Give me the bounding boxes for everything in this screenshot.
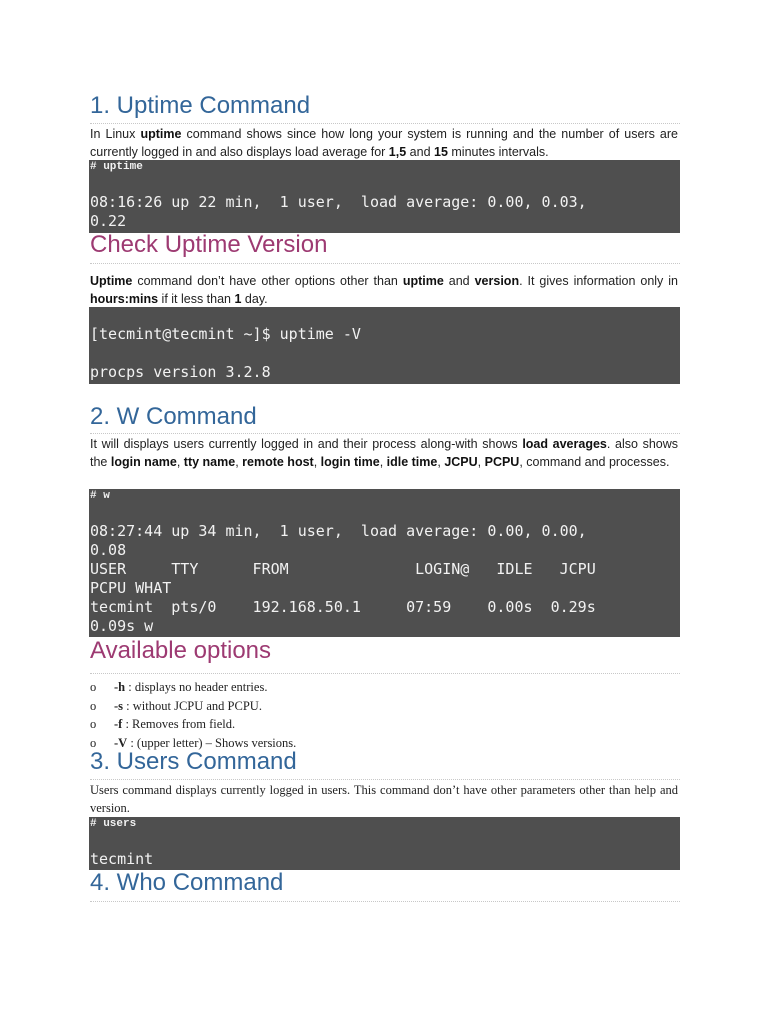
users-description: Users command displays currently logged in users. This command don’t have other parameters other than help and version. — [90, 783, 678, 815]
terminal-output-line: 0.08 — [90, 541, 127, 559]
bullet-marker: o — [90, 717, 97, 731]
terminal-prompt: # uptime — [90, 161, 143, 173]
heading-who-command: 4. Who Command — [90, 869, 284, 896]
heading-uptime-command: 1. Uptime Command — [90, 92, 311, 119]
heading-users-command: 3. Users Command — [90, 748, 297, 775]
bullet-marker: o — [90, 735, 97, 750]
list-item: o -f : Removes from field. — [90, 715, 680, 734]
terminal-prompt: # users — [90, 818, 137, 830]
terminal-output-line: 08:27:44 up 34 min, 1 user, load average: 0.00, 0.00, — [90, 522, 587, 540]
heading-divider — [90, 901, 680, 902]
terminal-prompt: # w — [90, 490, 110, 502]
bullet-marker: o — [90, 698, 97, 713]
terminal-output-line: 0.09s w — [90, 617, 154, 635]
uptime-version-description: Uptime command don’t have other options other than uptime and version. It gives information only in hours:mins if it less than 1 day. — [90, 274, 679, 306]
terminal-output-line: tecmint — [90, 850, 154, 868]
terminal-output-line: 0.22 — [90, 212, 127, 230]
terminal-block-uptime — [89, 160, 680, 233]
heading-divider — [90, 433, 680, 434]
bullet-marker: o — [90, 680, 97, 694]
terminal-output-line: [tecmint@tecmint ~]$ uptime -V — [90, 325, 361, 343]
terminal-output-line: tecmint pts/0 192.168.50.1 07:59 0.00s 0.29s — [90, 598, 596, 616]
terminal-output-line: PCPU WHAT — [90, 579, 172, 597]
options-list — [90, 678, 680, 752]
terminal-output-line: 08:16:26 up 22 min, 1 user, load average: 0.00, 0.03, — [90, 193, 587, 211]
terminal-output-line: USER TTY FROM LOGIN@ IDLE JCPU — [90, 560, 596, 578]
heading-divider — [90, 263, 680, 264]
uptime-description: In Linux uptime command shows since how long your system is running and the number of users are currently logged in and also displays load average for 1,5 and 15 minutes intervals. — [90, 127, 678, 159]
heading-divider — [90, 673, 680, 674]
w-description: It will displays users currently logged in and their process along-with shows load averages. also shows the login name, tty name, remote host, login time, idle time, JCPU, PCPU, command and processes. — [90, 437, 678, 469]
terminal-block-users — [89, 817, 680, 870]
heading-divider — [90, 779, 680, 780]
heading-w-command: 2. W Command — [90, 403, 257, 430]
list-item: o -V : (upper letter) – Shows versions. — [90, 734, 680, 753]
heading-available-options: Available options — [90, 637, 272, 664]
list-item: o -s : without JCPU and PCPU. — [90, 697, 680, 716]
heading-check-uptime-version: Check Uptime Version — [90, 231, 328, 258]
terminal-output-line: procps version 3.2.8 — [90, 363, 271, 381]
heading-divider — [90, 123, 680, 124]
list-item: o -h : displays no header entries. — [90, 678, 680, 697]
terminal-block-uptime-version — [89, 307, 680, 384]
terminal-block-w — [89, 489, 680, 637]
